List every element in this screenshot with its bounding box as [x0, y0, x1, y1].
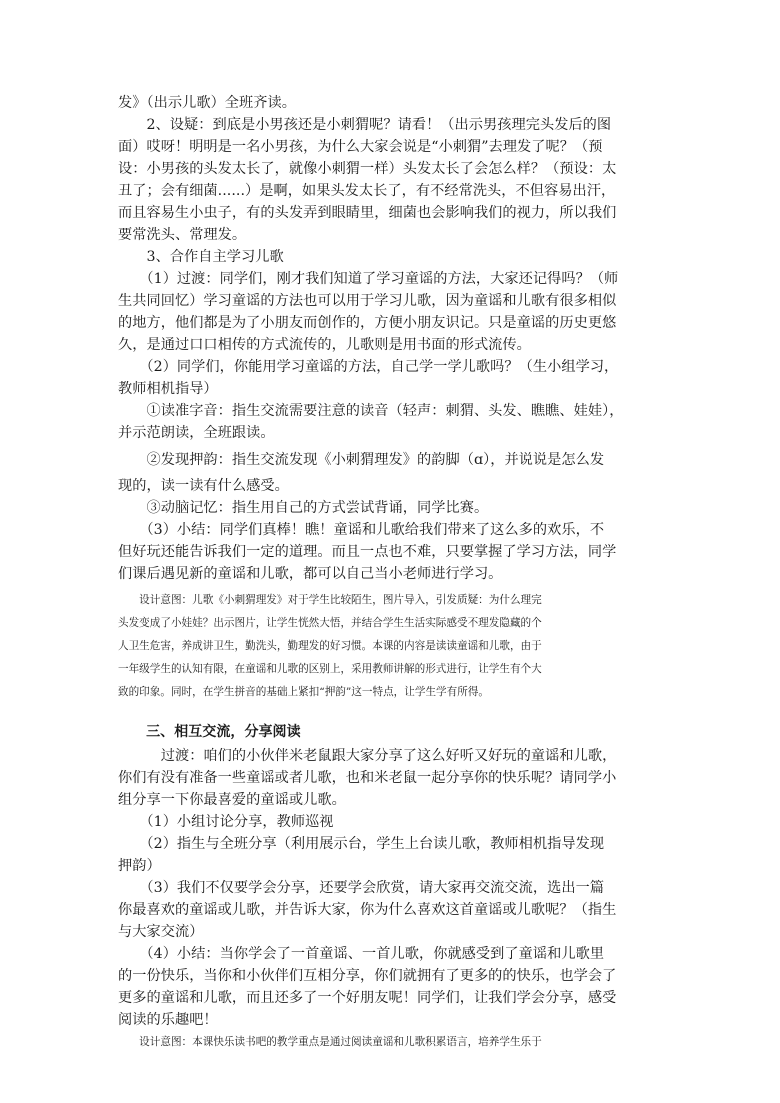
body-line: 现的，读一读有什么感受。	[118, 478, 289, 494]
body-line: 阅读的乐趣吧！	[118, 1012, 218, 1028]
section-heading: 三、相互交流，分享阅读	[118, 724, 301, 740]
body-line: （1）过渡：同学们，刚才我们知道了学习童谣的方法，大家还记得吗？（师	[118, 271, 619, 287]
design-note-line: 设计意图：儿歌《小刺猬理发》对于学生比较陌生，图片导入，引发质疑：为什么理完	[118, 594, 542, 606]
body-line: 押韵）	[118, 858, 161, 874]
body-line: 而且容易生小虫子，有的头发弄到眼睛里，细菌也会影响我们的视力，所以我们	[118, 205, 617, 221]
body-line: 生共同回忆）学习童谣的方法也可以用于学习儿歌，因为童谣和儿歌有很多相似	[118, 293, 617, 309]
body-line: （2）指生与全班分享（利用展示台，学生上台读儿歌，教师相机指导发现	[118, 836, 605, 852]
body-line: 丑了；会有细菌......）是啊，如果头发太长了，有不经常洗头，不但容易出汗，	[118, 183, 616, 199]
body-line: 设：小男孩的头发太长了，就像小刺猬一样）头发太长了会怎么样？（预设：太	[118, 161, 617, 177]
body-line: （3）小结：同学们真棒！瞧！童谣和儿歌给我们带来了这么多的欢乐，不	[118, 522, 605, 538]
design-note-line: 头发变成了小娃娃？出示图片，让学生恍然大悟，并结合学生生活实际感受不理发隐藏的个	[118, 617, 542, 629]
body-line: 的地方，他们都是为了小朋友而创作的，方便小朋友识记。只是童谣的历史更悠	[118, 315, 617, 331]
body-line: 久，是通过口口相传的方式流传的，儿歌则是用书面的形式流传。	[118, 337, 531, 353]
body-line: ②发现押韵：指生交流发现《小刺猬理发》的韵脚（ɑ），并说说是怎么发	[118, 452, 605, 468]
body-line: 3、合作自主学习儿歌	[118, 249, 284, 265]
body-line: 面）哎呀！明明是一名小男孩，为什么大家会说是“小刺猬”去理发了呢？（预	[118, 139, 603, 155]
body-line: 2、设疑：到底是小男孩还是小刺猬呢？请看！（出示男孩理完头发后的图	[118, 117, 612, 133]
body-line: ③动脑记忆：指生用自己的方式尝试背诵，同学比赛。	[118, 500, 489, 516]
body-line: 的一份快乐，当你和小伙伴们互相分享，你们就拥有了更多的的快乐，也学会了	[118, 968, 617, 984]
body-line: 教师相机指导）	[118, 381, 218, 397]
body-line: 们课后遇见新的童谣和儿歌，都可以自己当小老师进行学习。	[118, 566, 503, 582]
body-line: （1）小组讨论分享，教师巡视	[118, 814, 334, 830]
body-line: 要常洗头、常理发。	[118, 227, 247, 243]
body-line: 过渡：咱们的小伙伴米老鼠跟大家分享了这么好听又好玩的童谣和儿歌，	[118, 748, 617, 764]
design-note-line: 一年级学生的认知有限，在童谣和儿歌的区别上，采用教师讲解的形式进行，让学生有个大	[118, 663, 542, 675]
body-line: 发》（出示儿歌）全班齐读。	[118, 95, 296, 111]
body-line: 并示范朗读，全班跟读。	[118, 425, 275, 441]
body-line: 组分享一下你最喜爱的童谣或儿歌。	[118, 792, 346, 808]
body-line: 与大家交流）	[118, 924, 204, 940]
body-line: （3）我们不仅要学会分享，还要学会欣赏，请大家再交流交流，选出一篇	[118, 880, 605, 896]
body-line: （4）小结：当你学会了一首童谣、一首儿歌，你就感受到了童谣和儿歌里	[118, 946, 605, 962]
design-note-line: 设计意图：本课快乐读书吧的教学重点是通过阅读童谣和儿歌积累语言，培养学生乐于	[118, 1036, 542, 1048]
body-line: （2）同学们，你能用学习童谣的方法，自己学一学儿歌吗？（生小组学习，	[118, 359, 619, 375]
body-line: 更多的童谣和儿歌，而且还多了一个好朋友呢！同学们，让我们学会分享，感受	[118, 990, 617, 1006]
body-line: 你最喜欢的童谣或儿歌，并告诉大家，你为什么喜欢这首童谣或儿歌呢？（指生	[118, 902, 617, 918]
body-line: 但好玩还能告诉我们一定的道理。而且一点也不难，只要掌握了学习方法，同学	[118, 544, 617, 560]
body-line: ①读准字音：指生交流需要注意的读音（轻声：刺猬、头发、瞧瞧、娃娃），	[118, 403, 624, 419]
body-line: 你们有没有准备一些童谣或者儿歌，也和米老鼠一起分享你的快乐呢？请同学小	[118, 770, 617, 786]
design-note-line: 致的印象。同时，在学生拼音的基础上紧扣“押韵”这一特点，让学生学有所得。	[118, 686, 490, 698]
design-note-line: 人卫生危害，养成讲卫生，勤洗头，勤理发的好习惯。本课的内容是读读童谣和儿歌，由于	[118, 640, 542, 652]
